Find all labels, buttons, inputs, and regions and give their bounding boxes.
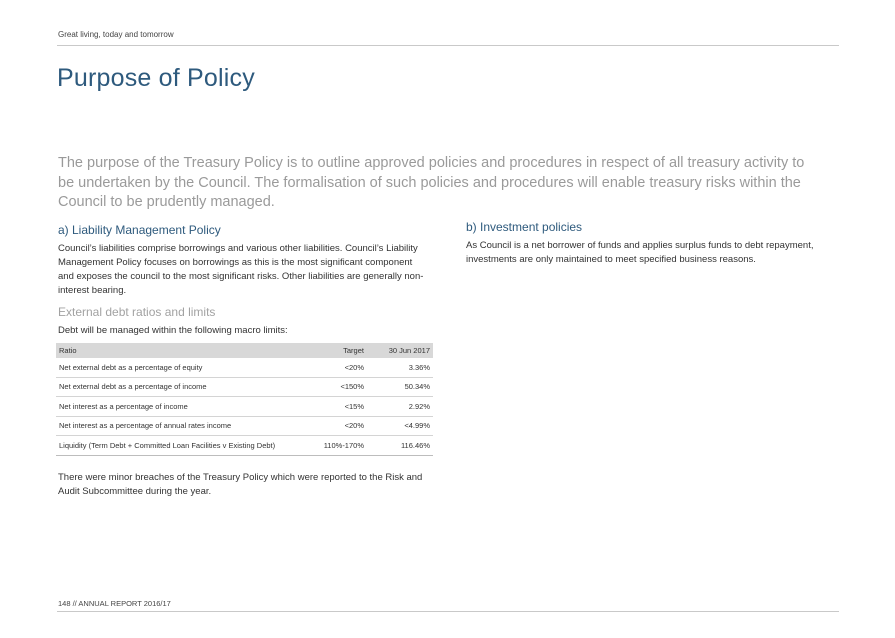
ratio-cell: Net external debt as a percentage of income bbox=[56, 377, 291, 397]
table-row bbox=[56, 358, 433, 377]
target-cell: 110%-170% bbox=[291, 436, 367, 456]
target-cell: <20% bbox=[291, 358, 367, 377]
table-row bbox=[56, 377, 433, 397]
col-header-target: Target bbox=[291, 343, 367, 358]
value-cell: <4.99% bbox=[367, 416, 433, 436]
target-cell: <20% bbox=[291, 416, 367, 436]
header-tagline: Great living, today and tomorrow bbox=[58, 30, 174, 39]
table-row bbox=[56, 397, 433, 417]
investment-body: As Council is a net borrower of funds and applies surplus funds to debt repayment, investments are only maintained to meet specified business reasons. bbox=[466, 240, 814, 265]
col-header-ratio: Ratio bbox=[56, 343, 291, 358]
ratio-cell: Net external debt as a percentage of equity bbox=[56, 358, 291, 377]
liability-body: Council’s liabilities comprise borrowings and various other liabilities. Council’s Liability Management Policy focuses on borrowings as this is the most significant component and exposes the council to the most significant risks. Other liabilities are generally non-interest bearing. bbox=[58, 243, 424, 296]
liability-heading: a) Liability Management Policy bbox=[58, 223, 221, 237]
table-header-row bbox=[56, 343, 433, 358]
table-row bbox=[56, 436, 433, 456]
intro-paragraph: The purpose of the Treasury Policy is to outline approved policies and procedures in respect of all treasury activity to be undertaken by the Council. The formalisation of such policies and procedures will enable treasury risks within the Council to be prudently managed. bbox=[58, 155, 805, 210]
col-header-date: 30 Jun 2017 bbox=[367, 343, 433, 358]
ratio-cell: Liquidity (Term Debt + Committed Loan Facilities v Existing Debt) bbox=[56, 436, 291, 456]
header-divider bbox=[57, 45, 839, 46]
value-cell: 50.34% bbox=[367, 377, 433, 397]
target-cell: <150% bbox=[291, 377, 367, 397]
value-cell: 3.36% bbox=[367, 358, 433, 377]
debt-limits-heading: External debt ratios and limits bbox=[58, 305, 216, 319]
investment-heading: b) Investment policies bbox=[466, 220, 583, 234]
table-row bbox=[56, 416, 433, 436]
page-footer: 148 // ANNUAL REPORT 2016/17 bbox=[58, 599, 171, 608]
ratio-cell: Net interest as a percentage of income bbox=[56, 397, 291, 417]
breaches-note: There were minor breaches of the Treasury Policy which were reported to the Risk and Audit Subcommittee during the year. bbox=[58, 472, 423, 497]
target-cell: <15% bbox=[291, 397, 367, 417]
debt-limits-table bbox=[56, 343, 433, 456]
value-cell: 116.46% bbox=[367, 436, 433, 456]
ratio-cell: Net interest as a percentage of annual rates income bbox=[56, 416, 291, 436]
page-title: Purpose of Policy bbox=[57, 64, 255, 92]
footer-divider bbox=[57, 611, 839, 612]
debt-limits-lead: Debt will be managed within the following macro limits: bbox=[58, 325, 288, 336]
value-cell: 2.92% bbox=[367, 397, 433, 417]
